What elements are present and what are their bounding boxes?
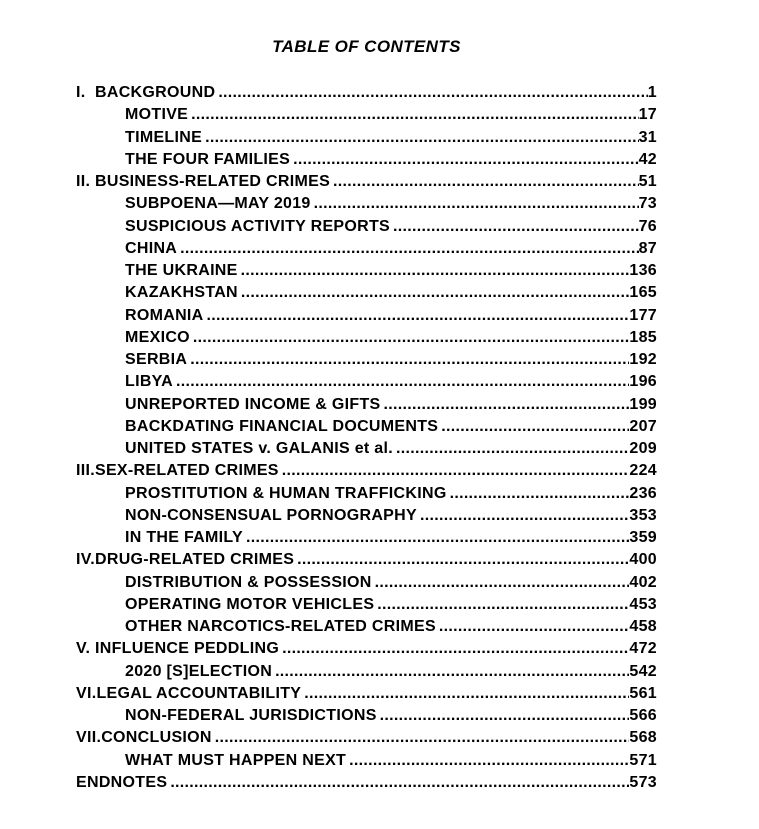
dot-leader xyxy=(396,438,629,460)
toc-entry-page-number: 165 xyxy=(629,284,657,302)
toc-entry xyxy=(76,527,657,549)
toc-entry xyxy=(76,371,657,393)
toc-entry xyxy=(76,282,657,304)
toc-entry-label: DISTRIBUTION & POSSESSION xyxy=(125,573,372,591)
dot-leader xyxy=(393,216,639,238)
toc-entry xyxy=(76,594,657,616)
toc-entry-label: NON-CONSENSUAL PORNOGRAPHY xyxy=(125,506,417,524)
toc-entry xyxy=(76,394,657,416)
toc-entry-label: IN THE FAMILY xyxy=(125,529,243,546)
toc-entry xyxy=(76,82,657,104)
toc-entry xyxy=(76,438,657,460)
dot-leader xyxy=(441,416,629,438)
toc-entry-label: SUSPICIOUS ACTIVITY REPORTS xyxy=(125,217,391,235)
dot-leader xyxy=(377,594,629,616)
toc-entry-label: WHAT MUST HAPPEN NEXT xyxy=(125,751,347,769)
toc-entry-page-number: 573 xyxy=(629,773,657,791)
toc-entry-page-number: 561 xyxy=(629,684,657,702)
toc-entry-page-number: 51 xyxy=(638,173,657,190)
dot-leader xyxy=(191,104,638,126)
toc-entry-page-number: 453 xyxy=(629,595,657,613)
toc-entry xyxy=(76,661,657,683)
toc-entry-page-number: 196 xyxy=(629,373,657,391)
dot-leader xyxy=(384,394,630,416)
dot-leader xyxy=(314,193,639,215)
toc-entry xyxy=(76,505,657,527)
toc-entry-page-number: 359 xyxy=(629,529,657,546)
toc-entry-label: UNITED STATES v. GALANIS et al. xyxy=(125,440,393,457)
toc-entry xyxy=(76,193,657,215)
toc-entry-label: ENDNOTES xyxy=(76,773,168,791)
toc-entry-label: II. BUSINESS-RELATED CRIMES xyxy=(76,173,331,190)
toc-entry xyxy=(76,638,657,660)
toc-entry-label: BACKDATING FINANCIAL DOCUMENTS xyxy=(125,417,439,435)
toc-entry-label: VII.CONCLUSION xyxy=(76,729,212,747)
toc-entry xyxy=(76,171,657,193)
toc-entry-page-number: 236 xyxy=(629,484,657,502)
table-of-contents xyxy=(76,82,657,794)
toc-entry-page-number: 136 xyxy=(629,262,657,279)
toc-entry-label: KAZAKHSTAN xyxy=(125,284,238,302)
toc-entry xyxy=(76,327,657,349)
toc-entry-page-number: 472 xyxy=(629,640,657,658)
dot-leader xyxy=(333,171,639,193)
toc-entry-label: THE FOUR FAMILIES xyxy=(125,150,291,168)
toc-entry xyxy=(76,750,657,772)
toc-entry-label: LIBYA xyxy=(125,373,174,391)
toc-entry-page-number: 568 xyxy=(629,729,657,747)
toc-entry xyxy=(76,238,657,260)
dot-leader xyxy=(275,661,629,683)
dot-leader xyxy=(241,282,629,304)
toc-entry-label: THE UKRAINE xyxy=(125,262,238,279)
toc-entry-page-number: 209 xyxy=(629,440,657,457)
dot-leader xyxy=(180,238,638,260)
toc-entry-page-number: 42 xyxy=(638,150,657,168)
toc-entry xyxy=(76,483,657,505)
dot-leader xyxy=(375,572,630,594)
toc-entry-label: OTHER NARCOTICS-RELATED CRIMES xyxy=(125,618,436,635)
dot-leader xyxy=(207,305,630,327)
toc-entry xyxy=(76,305,657,327)
dot-leader xyxy=(170,772,629,794)
toc-entry xyxy=(76,216,657,238)
toc-entry xyxy=(76,260,657,282)
toc-entry-label: OPERATING MOTOR VEHICLES xyxy=(125,595,375,613)
toc-entry-page-number: 73 xyxy=(638,195,657,213)
toc-entry-label: I. BACKGROUND xyxy=(76,84,216,101)
toc-entry-label: MEXICO xyxy=(125,328,190,346)
toc-entry xyxy=(76,572,657,594)
toc-entry-page-number: 566 xyxy=(629,707,657,724)
toc-entry xyxy=(76,104,657,126)
toc-entry-label: 2020 [S]ELECTION xyxy=(125,662,273,680)
dot-leader xyxy=(349,750,629,772)
toc-entry-label: SUBPOENA—MAY 2019 xyxy=(125,195,311,213)
toc-entry-page-number: 1 xyxy=(647,84,657,101)
dot-leader xyxy=(420,505,629,527)
toc-entry-page-number: 31 xyxy=(638,128,657,146)
toc-entry xyxy=(76,705,657,727)
toc-entry xyxy=(76,727,657,749)
toc-entry-label: III.SEX-RELATED CRIMES xyxy=(76,462,279,480)
dot-leader xyxy=(450,483,630,505)
dot-leader xyxy=(282,638,629,660)
toc-entry-page-number: 87 xyxy=(638,239,657,257)
dot-leader xyxy=(205,127,639,149)
dot-leader xyxy=(380,705,630,727)
dot-leader xyxy=(297,549,629,571)
toc-entry xyxy=(76,772,657,794)
dot-leader xyxy=(246,527,629,549)
toc-entry-page-number: 224 xyxy=(629,462,657,480)
toc-entry-page-number: 400 xyxy=(629,551,657,569)
toc-entry-label: VI.LEGAL ACCOUNTABILITY xyxy=(76,684,302,702)
toc-entry xyxy=(76,127,657,149)
toc-entry xyxy=(76,549,657,571)
toc-entry-label: V. INFLUENCE PEDDLING xyxy=(76,640,280,658)
toc-entry xyxy=(76,616,657,638)
toc-entry-label: TIMELINE xyxy=(125,128,203,146)
toc-entry xyxy=(76,149,657,171)
toc-entry-label: SERBIA xyxy=(125,351,188,368)
toc-entry-page-number: 458 xyxy=(629,618,657,635)
dot-leader xyxy=(215,727,630,749)
toc-entry-page-number: 76 xyxy=(638,217,657,235)
dot-leader xyxy=(218,82,647,104)
dot-leader xyxy=(190,349,629,371)
toc-entry-label: ROMANIA xyxy=(125,306,204,324)
toc-entry-label: MOTIVE xyxy=(125,106,189,124)
toc-entry-label: IV.DRUG-RELATED CRIMES xyxy=(76,551,295,569)
dot-leader xyxy=(439,616,629,638)
dot-leader xyxy=(176,371,629,393)
dot-leader xyxy=(241,260,630,282)
toc-entry-page-number: 199 xyxy=(629,395,657,413)
toc-entry-page-number: 17 xyxy=(638,106,657,124)
toc-entry-page-number: 207 xyxy=(629,417,657,435)
toc-entry-page-number: 353 xyxy=(629,506,657,524)
dot-leader xyxy=(193,327,629,349)
dot-leader xyxy=(293,149,638,171)
toc-entry-label: NON-FEDERAL JURISDICTIONS xyxy=(125,707,377,724)
toc-entry xyxy=(76,683,657,705)
toc-entry xyxy=(76,460,657,482)
toc-entry-label: UNREPORTED INCOME & GIFTS xyxy=(125,395,381,413)
toc-entry-page-number: 571 xyxy=(629,751,657,769)
toc-entry-label: CHINA xyxy=(125,239,178,257)
toc-entry xyxy=(76,349,657,371)
toc-entry-page-number: 402 xyxy=(629,573,657,591)
dot-leader xyxy=(282,460,630,482)
toc-entry xyxy=(76,416,657,438)
toc-entry-page-number: 192 xyxy=(629,351,657,368)
toc-entry-page-number: 177 xyxy=(629,306,657,324)
toc-entry-page-number: 185 xyxy=(629,328,657,346)
toc-entry-page-number: 542 xyxy=(629,662,657,680)
dot-leader xyxy=(304,683,629,705)
toc-entry-label: PROSTITUTION & HUMAN TRAFFICKING xyxy=(125,484,447,502)
page-title: TABLE OF CONTENTS xyxy=(272,37,461,56)
